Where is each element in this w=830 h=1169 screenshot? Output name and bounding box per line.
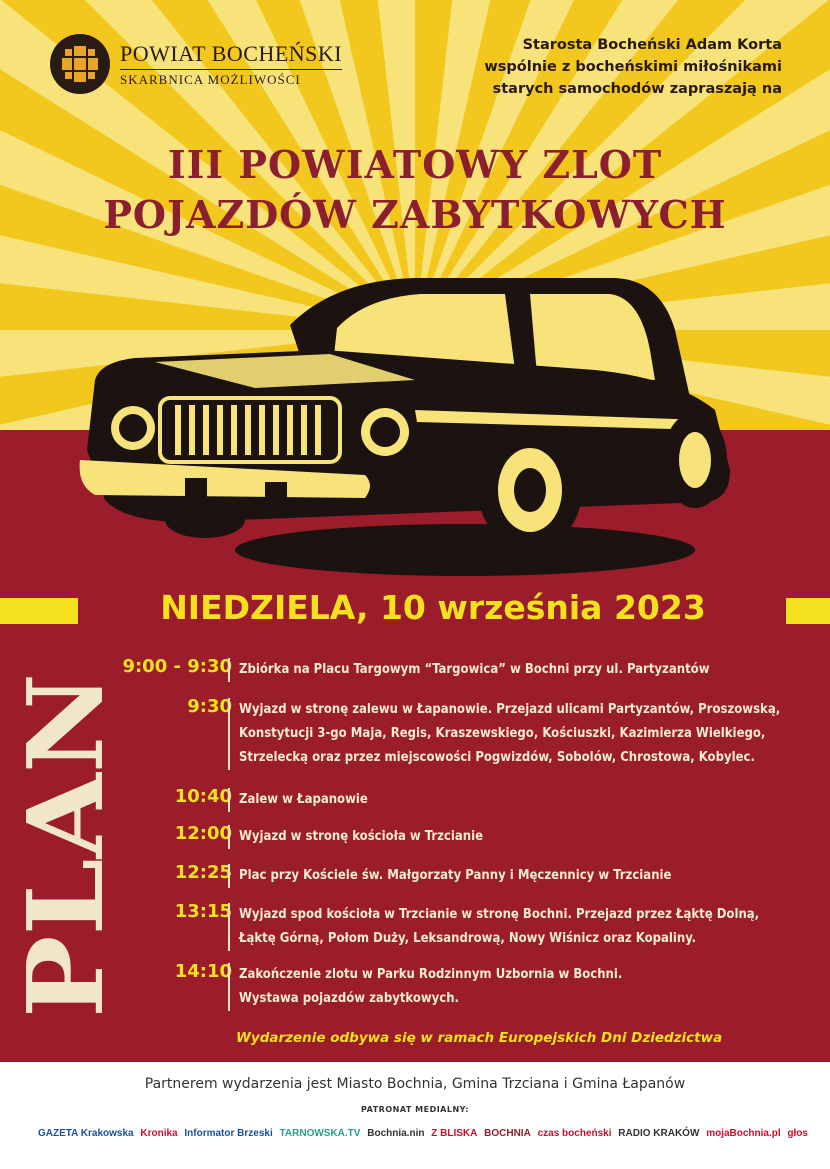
media-logo: Kronika (140, 1128, 178, 1139)
schedule-description (228, 658, 809, 682)
schedule-time: 9:00 - 9:30 (122, 656, 232, 677)
schedule-description (228, 903, 809, 951)
media-logo: Informator Brzeski (184, 1128, 273, 1139)
media-logo: czas bocheński (537, 1128, 612, 1139)
schedule-time: 12:00 (174, 823, 232, 844)
media-logo: BOCHNIA (484, 1128, 531, 1139)
schedule-time: 12:25 (174, 862, 232, 883)
intro-line: wspólnie z bocheńskimi miłośnikami (484, 59, 782, 75)
schedule-line: Zakończenie zlotu w Parku Rodzinnym Uzbornia w Bochni. (239, 967, 623, 982)
schedule-description (228, 963, 809, 1011)
schedule-time: 9:30 (187, 696, 232, 717)
logo-tagline: SKARBNICA MOŻLIWOŚCI (120, 69, 342, 88)
title-line-2: POJAZDÓW ZABYTKOWYCH (103, 192, 727, 237)
media-logo: głos (787, 1128, 808, 1139)
media-patrons (38, 1120, 808, 1148)
date-bar-right (786, 598, 830, 624)
title-line-1: III POWIATOWY ZLOT (167, 142, 663, 187)
schedule-line: Zalew w Łapanowie (239, 792, 368, 807)
date-bar-left (0, 598, 78, 624)
patronat-label: PATRONAT MEDIALNY: (361, 1105, 469, 1114)
schedule-time: 13:15 (174, 901, 232, 922)
media-logo: mojaBochnia.pl (706, 1128, 781, 1139)
schedule-line: Konstytucji 3-go Maja, Regis, Kraszewskiego, Kościuszki, Kazimierza Wielkiego, (239, 726, 766, 741)
powiat-logo (50, 34, 342, 94)
event-title (0, 140, 830, 240)
media-logo: TARNOWSKA.TV (279, 1128, 361, 1139)
intro-line: Starosta Bocheński Adam Korta (522, 37, 782, 53)
invitation-text (484, 34, 782, 100)
schedule-description (228, 864, 809, 888)
media-logo: Bochnia.nin (367, 1128, 425, 1139)
schedule-time: 10:40 (174, 786, 232, 807)
plan-vertical-label (0, 668, 130, 1028)
plan-label: PLAN (4, 690, 127, 1018)
schedule-description (228, 788, 809, 812)
logo-name: POWIAT BOCHEŃSKI (120, 40, 343, 66)
vintage-car-illustration (75, 270, 735, 580)
schedule-description (228, 698, 809, 770)
schedule-time: 14:10 (174, 961, 232, 982)
heritage-note: Wydarzenie odbywa się w ramach Europejskich Dni Dziedzictwa (236, 1030, 723, 1046)
schedule-line: Wyjazd w stronę zalewu w Łapanowie. Przejazd ulicami Partyzantów, Proszowską, (239, 702, 781, 717)
partner-text: Partnerem wydarzenia jest Miasto Bochnia, Gmina Trzciana i Gmina Łapanów (144, 1076, 686, 1092)
intro-line: starych samochodów zapraszają na (492, 81, 782, 97)
media-logo: GAZETA Krakowska (38, 1128, 134, 1139)
schedule-line: Zbiórka na Placu Targowym “Targowica” w Bochni przy ul. Partyzantów (239, 662, 710, 677)
schedule-line: Łąktę Górną, Połom Duży, Leksandrową, Nowy Wiśnicz oraz Kopaliny. (239, 931, 697, 946)
schedule-line: Wyjazd w stronę kościoła w Trzcianie (239, 829, 484, 844)
schedule-line: Plac przy Kościele św. Małgorzaty Panny i Męczennicy w Trzcianie (239, 868, 672, 883)
schedule-line: Wyjazd spod kościoła w Trzcianie w stronę Bochni. Przejazd przez Łąktę Dolną, (239, 907, 760, 922)
media-logo: RADIO KRAKÓW (618, 1128, 700, 1139)
schedule-line: Strzelecką oraz przez miejscowości Pogwizdów, Sobolów, Chrostowa, Kobylec. (239, 750, 755, 765)
powiat-emblem-icon (50, 34, 110, 94)
schedule-description (228, 825, 809, 849)
schedule-line: Wystawa pojazdów zabytkowych. (239, 991, 460, 1006)
event-date: NIEDZIELA, 10 września 2023 (160, 588, 706, 627)
media-logo: Z BLISKA (431, 1128, 478, 1139)
